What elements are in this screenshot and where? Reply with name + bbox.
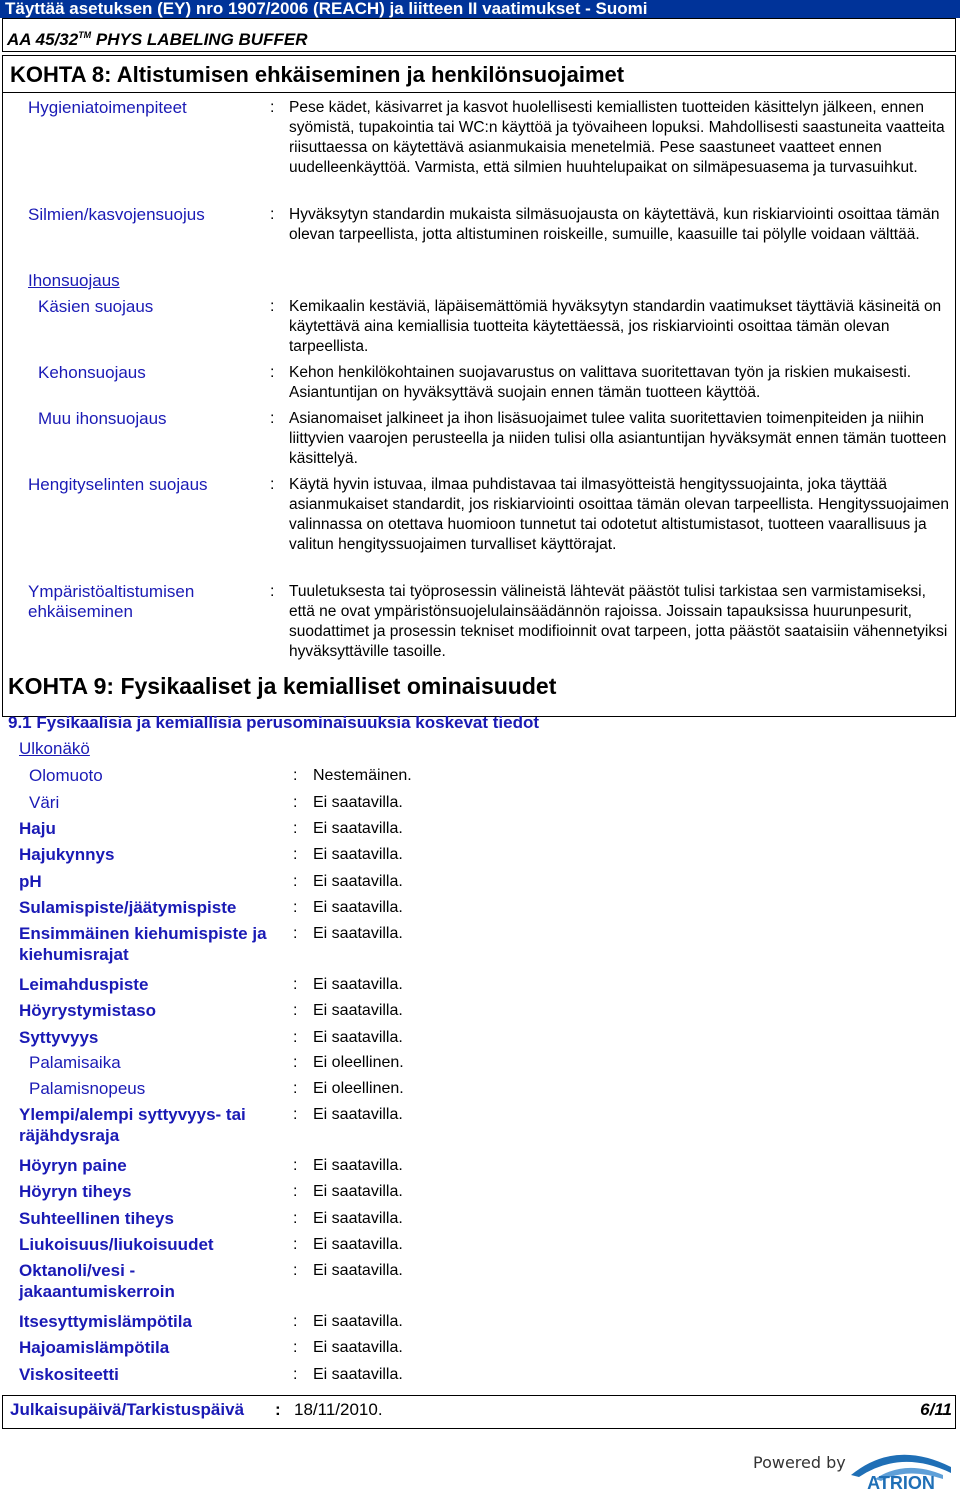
property-label: Palamisnopeus (29, 1079, 146, 1098)
property-value: Ei saatavilla. (313, 1339, 403, 1356)
property-label: Väri (29, 793, 60, 812)
property-label: Ylempi/alempi syttyvyys- tai räjähdysraja (19, 1105, 246, 1145)
trademark-mark: TM (78, 30, 92, 40)
product-title-box (2, 18, 956, 52)
property-label: Leimahduspiste (19, 975, 149, 994)
section9-title: KOHTA 9: Fysikaaliset ja kemialliset ominaisuudet (8, 673, 557, 699)
eye-protection-colon: : (270, 206, 275, 223)
property-label: Höyryn paine (19, 1156, 127, 1175)
hygiene-text: Pese kädet, käsivarret ja kasvot huolellisesti kemiallisten tuotteiden käsittelyn jälkeen, ennen syömistä, tupakointia tai WC:n käyttöä ja työvaiheen lopuksi. Mahdollisesti saastuneita vaatteita riisuttaessa on käytettävä asianmukaisia menetelmiä. Pese saastuneet vaatteet ennen uudelleenkäyttöä. Varmista, että silmien huuhtelupaikat on silmäpesuasema ja turvasuihkut. (289, 99, 945, 176)
eye-protection-label: Silmien/kasvojensuojus (28, 205, 205, 224)
property-colon: : (293, 1002, 298, 1019)
property-value: Ei saatavilla. (313, 925, 403, 942)
appearance-heading: Ulkonäkö (19, 739, 90, 758)
property-value: Ei saatavilla. (313, 820, 403, 837)
property-value: Ei saatavilla. (313, 873, 403, 890)
property-colon: : (293, 976, 298, 993)
property-label: Ensimmäinen kiehumispiste ja kiehumisrajat (19, 924, 267, 964)
property-label: Palamisaika (29, 1053, 121, 1072)
property-colon: : (293, 846, 298, 863)
powered-by-text: Powered by (753, 1453, 846, 1472)
property-colon: : (293, 925, 298, 942)
property-label: Syttyvyys (19, 1028, 99, 1047)
property-value: Ei saatavilla. (313, 1002, 403, 1019)
atrion-logo (845, 1437, 957, 1493)
product-name-suffix: PHYS LABELING BUFFER (91, 30, 308, 49)
eye-protection-text: Hyväksytyn standardin mukaista silmäsuojausta on käytettävä, kun riskiarviointi osoittaa tämän olevan tarpeellista, jotta altistuminen roiskeille, sumuille, kaasuille tai pölylle voidaan välttää. (289, 206, 940, 243)
revision-date-colon: : (275, 1400, 281, 1419)
other-skin-protection-label: Muu ihonsuojaus (38, 409, 167, 428)
property-value: Ei saatavilla. (313, 794, 403, 811)
property-label: Sulamispiste/jäätymispiste (19, 898, 237, 917)
property-value: Ei saatavilla. (313, 976, 403, 993)
property-label: Hajoamislämpötila (19, 1338, 170, 1357)
hand-protection-label: Käsien suojaus (38, 297, 154, 316)
property-label: Liukoisuus/liukoisuudet (19, 1235, 214, 1254)
revision-date-label: Julkaisupäivä/Tarkistuspäivä (10, 1400, 245, 1419)
property-label: Haju (19, 819, 56, 838)
property-value: Ei oleellinen. (313, 1054, 404, 1071)
property-label: Suhteellinen tiheys (19, 1209, 174, 1228)
property-colon: : (293, 1157, 298, 1174)
property-label: pH (19, 872, 42, 891)
property-label: Höyrystymistaso (19, 1001, 157, 1020)
regulation-header: Täyttää asetuksen (EY) nro 1907/2006 (REACH) ja liitteen II vaatimukset - Suomi (0, 0, 960, 18)
property-value: Ei saatavilla. (313, 899, 403, 916)
property-value: Ei saatavilla. (313, 1106, 403, 1123)
property-colon: : (293, 1080, 298, 1097)
property-value: Ei saatavilla. (313, 1313, 403, 1330)
respiratory-protection-colon: : (270, 476, 275, 493)
respiratory-protection-label: Hengityselinten suojaus (28, 475, 208, 494)
section9-subtitle: 9.1 Fysikaalisia ja kemiallisia perusominaisuuksia koskevat tiedot (8, 713, 540, 732)
hand-protection-colon: : (270, 298, 275, 315)
property-colon: : (293, 873, 298, 890)
property-colon: : (293, 1339, 298, 1356)
property-value: Ei saatavilla. (313, 1210, 403, 1227)
property-colon: : (293, 820, 298, 837)
property-colon: : (293, 1029, 298, 1046)
property-label: Itsesyttymislämpötila (19, 1312, 192, 1331)
property-value: Nestemäinen. (313, 767, 412, 784)
property-label: Höyryn tiheys (19, 1182, 132, 1201)
property-colon: : (293, 1236, 298, 1253)
product-name-prefix: AA 45/32 (7, 30, 79, 49)
property-value: Ei oleellinen. (313, 1080, 404, 1097)
section8-divider (2, 92, 956, 93)
environmental-exposure-colon: : (270, 583, 275, 600)
other-skin-protection-colon: : (270, 410, 275, 427)
body-protection-label: Kehonsuojaus (38, 363, 146, 382)
hygiene-colon: : (270, 99, 275, 116)
property-value: Ei saatavilla. (313, 1236, 403, 1253)
property-colon: : (293, 899, 298, 916)
property-colon: : (293, 1262, 298, 1279)
environmental-exposure-label: Ympäristöaltistumisen ehkäiseminen (28, 582, 195, 621)
skin-protection-heading: Ihonsuojaus (28, 271, 120, 290)
property-value: Ei saatavilla. (313, 1157, 403, 1174)
property-value: Ei saatavilla. (313, 1183, 403, 1200)
property-value: Ei saatavilla. (313, 1029, 403, 1046)
property-label: Viskositeetti (19, 1365, 119, 1384)
property-colon: : (293, 794, 298, 811)
respiratory-protection-text: Käytä hyvin istuvaa, ilmaa puhdistavaa tai ilmasyötteistä hengityssuojainta, joka täyttää asianmukaiset standardit, jos riskiarviointi osoittaa tämän olevan tarpeellista. Hengityssuojaimen valinnassa on otettava huomioon tunnetut tai odotetut altistumistasot, tuotteen vaarallisuus ja valitun hengityssuojaimen turvalliset käyttörajat. (289, 476, 949, 553)
property-value: Ei saatavilla. (313, 1366, 403, 1383)
property-label: Hajukynnys (19, 845, 115, 864)
property-label: Olomuoto (29, 766, 103, 785)
property-colon: : (293, 1106, 298, 1123)
environmental-exposure-text: Tuuletuksesta tai työprosessin välineistä lähtevät päästöt tulisi tarkistaa sen varmistamiseksi, että ne ovat ympäristönsuojelulainsäädännön rajoissa. Joissain tapauksissa huurunpesurit, suodattimet ja prosessin tekniset modifioinnit ovat tarpeen, jotta päästöt saataisiin vähennetyiksi hyväksyttäville tasoille. (289, 583, 948, 660)
property-colon: : (293, 1366, 298, 1383)
property-colon: : (293, 1183, 298, 1200)
other-skin-protection-text: Asianomaiset jalkineet ja ihon lisäsuojaimet tulee valita suoritettavien toimenpiteiden ja niihin liittyvien vaarojen perusteella ja niiden tulisi olla asiantuntijan hyväksymät ennen tämän tuotteen käsittelyä. (289, 410, 947, 467)
property-colon: : (293, 1313, 298, 1330)
property-colon: : (293, 1054, 298, 1071)
body-protection-text: Kehon henkilökohtainen suojavarustus on valittava suoritettavan työn ja riskien mukaisesti. Asiantuntijan on hyväksyttävä suojain ennen tämän tuotteen käyttöä. (289, 364, 912, 401)
property-value: Ei saatavilla. (313, 846, 403, 863)
property-value: Ei saatavilla. (313, 1262, 403, 1279)
revision-date: 18/11/2010. (294, 1400, 383, 1419)
body-protection-colon: : (270, 364, 275, 381)
property-colon: : (293, 1210, 298, 1227)
hand-protection-text: Kemikaalin kestäviä, läpäisemättömiä hyväksytyn standardin vaatimukset täyttäviä käsineitä on käytettävä aina kemiallisia tuotteita käytettäessä, jos riskiarviointi osoittaa tämän olevan tarpeellista. (289, 298, 942, 355)
property-colon: : (293, 767, 298, 784)
property-label: Oktanoli/vesi - jakaantumiskerroin (19, 1261, 175, 1301)
section8-title: KOHTA 8: Altistumisen ehkäiseminen ja henkilönsuojaimet (10, 62, 625, 87)
atrion-logo-text: ATRION (867, 1473, 935, 1493)
hygiene-label: Hygieniatoimenpiteet (28, 98, 187, 117)
page-number: 6/11 (920, 1400, 952, 1419)
